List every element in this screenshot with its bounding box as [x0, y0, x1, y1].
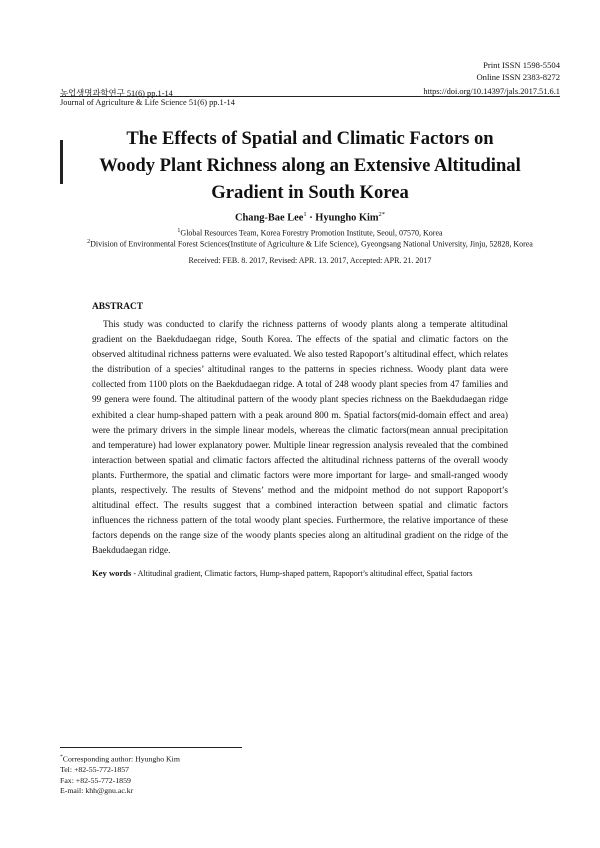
corresponding-author-text: Corresponding author: Hyungho Kim: [62, 754, 180, 764]
affiliation-1-sup: 1: [177, 228, 181, 234]
affiliation-2-text: Division of Environmental Forest Sciences(Institute of Agriculture & Life Science), Gyeongsang National University, Jinju, 52828, Korea: [90, 239, 533, 249]
author-separator: ·: [306, 212, 316, 224]
title-line-3: Gradient in South Korea: [211, 182, 409, 203]
author-list: [60, 211, 560, 223]
online-issn: Online ISSN 2383-8272: [476, 72, 560, 82]
journal-english: Journal of Agriculture & Life Science 51(6) pp.1-14: [60, 98, 235, 107]
affiliation-1: [60, 228, 560, 238]
footnote: [60, 752, 180, 797]
footnote-email[interactable]: E-mail: khh@gnu.ac.kr: [60, 786, 134, 796]
author-2-sup: 2*: [378, 211, 386, 218]
footnote-fax: Fax: +82-55-772-1859: [60, 775, 131, 785]
header-rule: [60, 96, 560, 97]
corresponding-author: [60, 752, 180, 765]
abstract-body: This study was conducted to clarify the richness patterns of woody plants along a temperate altitudinal gradient on the Baekdudaegan ridge, South Korea. The effects of the spatial and climatic factors on the observed altitudinal richness patterns were evaluated. We also tested Rapoport’s altitudinal effect, which relates the distribution of a species’ altitudinal ranges to the patterns in species richness. Woody plant data were collected from 1100 plots on the Baekdudaegan ridge. A total of 248 woody plant species from 47 families and 99 genera were found. The altitudinal pattern of the woody plant species richness on the Baekdudaegan ridge exhibited a clear hump-shaped pattern with a peak around 800 m. Spatial factors(mid-domain effect and area) were the primary drivers in the simple linear models, whereas the climatic factors(mean annual precipitation and temperature) had lower explanatory power. Multiple linear regression analysis revealed that the combined interaction between spatial and climatic factors affected the altitudinal richness patterns of the overall woody plants. Furthermore, the spatial and climatic factors were more important for large- and small-ranged woody plants, respectively. The results of Stevens’ method and the midpoint method do not support Rapoport’s altitudinal effect. The results suggest that a combined interaction between spatial and climatic factors influences the richness pattern of the total woody plant species. Furthermore, the relative importance of these factors depends on the range size of the woody plants species along an altitudinal gradient on the ridge of the Baekdudaegan ridge.: [92, 320, 508, 557]
keywords: [92, 568, 522, 578]
author-1: Chang-Bae Lee: [234, 212, 304, 224]
paper-title: [60, 125, 560, 206]
affiliation-2-sup: 2: [87, 239, 91, 245]
keywords-text: - Altitudinal gradient, Climatic factors, Hump-shaped pattern, Rapoport’s altitudinal effect, Spatial factors: [131, 569, 473, 578]
footnote-tel: Tel: +82-55-772-1857: [60, 765, 130, 775]
author-2: Hyungho Kim: [315, 212, 379, 224]
footnote-rule: [60, 747, 242, 748]
author-1-sup: 1: [303, 211, 307, 218]
keywords-label: Key words: [92, 568, 132, 578]
journal-korean: 농업생명과학연구 51(6) pp.1-14: [60, 89, 173, 98]
submission-dates: Received: FEB. 8. 2017, Revised: APR. 13. 2017, Accepted: APR. 21. 2017: [188, 256, 432, 265]
affiliation-1-text: Global Resources Team, Korea Forestry Promotion Institute, Seoul, 07570, Korea: [180, 228, 443, 238]
affiliation-2: [60, 239, 560, 249]
abstract-heading: ABSTRACT: [92, 302, 144, 312]
title-line-1: The Effects of Spatial and Climatic Factors on: [126, 128, 494, 149]
print-issn: Print ISSN 1598-5504: [483, 60, 560, 70]
title-line-2: Woody Plant Richness along an Extensive Altitudinal: [99, 155, 521, 176]
footnote-sup: *: [60, 754, 63, 760]
doi-link[interactable]: https://doi.org/10.14397/jals.2017.51.6.1: [423, 87, 560, 96]
